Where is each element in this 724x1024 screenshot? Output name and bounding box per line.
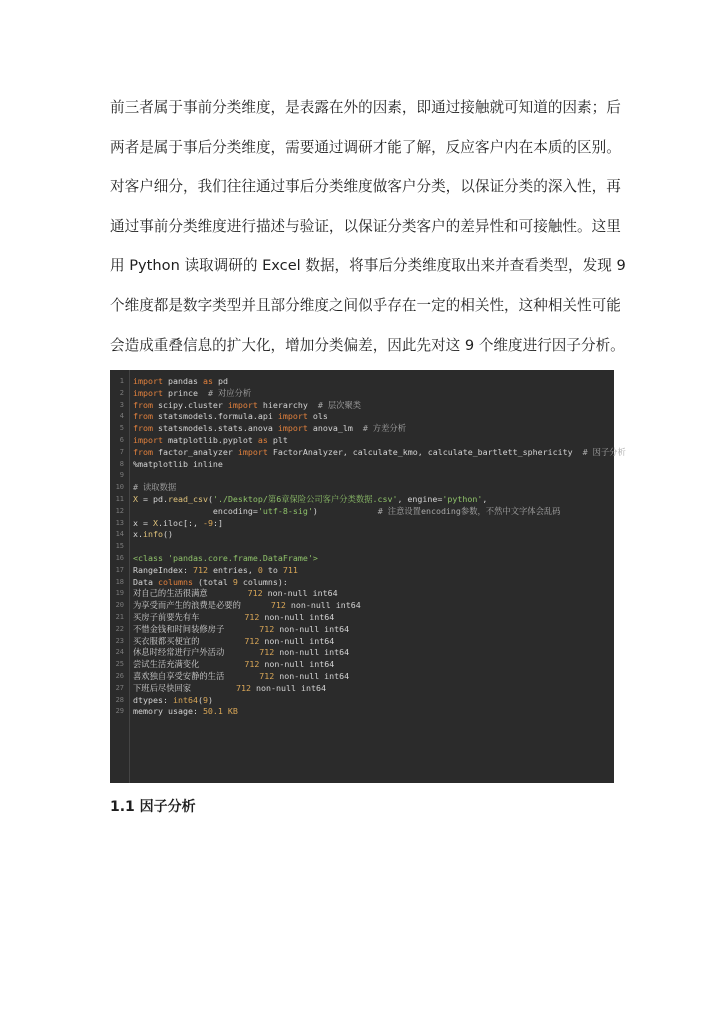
line-number: 15 [115, 542, 124, 551]
code-token: , [482, 493, 488, 504]
code-lines [110, 376, 626, 718]
code-token: ) [207, 694, 213, 705]
code-line [110, 588, 614, 600]
code-token: read_csv [167, 493, 208, 504]
line-number: 29 [115, 707, 124, 716]
line-number: 9 [119, 471, 124, 480]
code-text [133, 683, 326, 695]
line-number: 23 [115, 636, 124, 645]
line-number: 7 [119, 447, 124, 456]
code-token: as [202, 376, 213, 386]
code-token: 712 [244, 659, 260, 670]
code-token: non-null int64 [262, 588, 338, 599]
code-text [133, 659, 334, 671]
code-token: <class 'pandas.core.frame.DataFrame'> [133, 552, 318, 563]
code-token: as [257, 434, 268, 445]
code-line [110, 683, 614, 695]
code-token: 'utf-8-sig' [257, 505, 313, 516]
code-token: anova_lm [307, 423, 363, 434]
code-text [133, 506, 560, 518]
code-token: :] [212, 517, 223, 528]
code-token: import [237, 446, 268, 457]
code-token: 712 [259, 623, 275, 634]
code-token: -9 [202, 517, 213, 528]
line-number: 14 [115, 530, 124, 539]
paragraph-line: 用 Python 读取调研的 Excel 数据，将事后分类维度取出来并查看类型，发现 9 [110, 257, 626, 275]
line-number: 27 [115, 683, 124, 692]
line-number: 16 [115, 553, 124, 562]
code-block [110, 370, 626, 783]
code-token: import [133, 387, 163, 398]
line-number: 8 [119, 459, 124, 468]
line-number: 18 [115, 577, 124, 586]
code-token: 712 [244, 611, 260, 622]
code-token: 50.1 KB [202, 706, 238, 717]
code-token: 不惜金钱和时间装修房子 [133, 623, 260, 634]
line-number: 24 [115, 648, 124, 657]
paragraph-line: 通过事前分类维度进行描述与验证，以保证分类客户的差异性和可接触性。这里 [110, 217, 621, 235]
code-text [133, 588, 338, 600]
code-line [110, 482, 614, 494]
code-token: 喜欢独自享受安静的生活 [133, 670, 260, 681]
code-token: x. [133, 529, 143, 540]
code-text [133, 459, 223, 471]
code-text [133, 647, 349, 659]
code-token: non-null int64 [251, 682, 326, 693]
code-line [110, 541, 614, 553]
code-line [110, 553, 614, 565]
code-token: RangeIndex: [133, 564, 193, 575]
code-token: 0 [257, 564, 263, 575]
code-token: non-null int64 [285, 600, 361, 611]
code-token: from [133, 423, 153, 434]
code-token: %matplotlib inline [133, 458, 223, 469]
code-token: 休息时经常进行户外活动 [133, 647, 260, 658]
code-token: = pd. [138, 493, 168, 504]
code-text [133, 447, 626, 459]
code-token: 712 [192, 564, 208, 575]
code-token: 尝试生活充满变化 [133, 659, 245, 670]
code-line [110, 518, 614, 530]
code-token: # 对应分析 [207, 387, 252, 398]
code-token: # 读取数据 [133, 482, 177, 493]
line-number: 17 [115, 565, 124, 574]
code-token: import [133, 376, 163, 386]
paragraph-line: 两者是属于事后分类维度，需要通过调研才能了解，反应客户内在本质的区别。 [110, 138, 621, 156]
code-token: (total [192, 576, 233, 587]
code-line [110, 671, 614, 683]
line-number: 20 [115, 601, 124, 610]
code-text [133, 612, 334, 624]
line-number: 5 [119, 424, 124, 433]
code-token: 712 [270, 600, 286, 611]
code-line [110, 494, 614, 506]
code-token: statsmodels.formula.api [152, 411, 278, 422]
code-token: .iloc[:, [157, 517, 203, 528]
line-number: 4 [119, 412, 124, 421]
line-number: 10 [115, 483, 124, 492]
code-token: X [152, 517, 158, 528]
code-token: import [133, 434, 163, 445]
code-token: 对自己的生活很满意 [133, 588, 248, 599]
code-line [110, 529, 614, 541]
section-heading: 1.1 因子分析 [110, 799, 196, 815]
code-token: pandas [162, 376, 203, 386]
line-number: 22 [115, 624, 124, 633]
code-token: encoding= [133, 505, 258, 516]
code-line [110, 435, 614, 447]
line-number: 28 [115, 695, 124, 704]
code-text [133, 600, 361, 612]
code-token: Data [133, 576, 158, 587]
body-paragraph [110, 88, 626, 365]
code-line [110, 695, 614, 707]
code-token: # 方差分析 [362, 423, 406, 434]
code-token: 'python' [442, 493, 483, 504]
code-line [110, 459, 614, 471]
code-token: statsmodels.stats.anova [152, 423, 278, 434]
code-text [133, 706, 238, 718]
code-token: non-null int64 [259, 659, 335, 670]
code-token: matplotlib.pyplot [162, 434, 258, 445]
code-text [133, 423, 406, 435]
code-token: # 层次聚类 [317, 399, 362, 410]
code-line [110, 647, 614, 659]
code-token: X [133, 493, 138, 504]
paragraph-line: 会造成重叠信息的扩大化，增加分类偏差，因此先对这 9 个维度进行因子分析。 [110, 336, 625, 354]
code-token: to [262, 564, 283, 575]
code-text [133, 435, 288, 447]
code-text [133, 376, 228, 388]
code-text [133, 695, 213, 707]
line-number: 11 [115, 494, 124, 503]
code-token: 为享受而产生的浪费是必要的 [133, 600, 271, 611]
code-token: 712 [247, 588, 263, 599]
code-line [110, 659, 614, 671]
code-line [110, 565, 614, 577]
code-token: ( [207, 493, 213, 504]
code-token: # 因子分析 [582, 446, 626, 457]
code-text [133, 529, 173, 541]
line-number: 1 [119, 377, 124, 385]
line-number: 19 [115, 589, 124, 598]
code-token: 买衣服都买便宜的 [133, 635, 245, 646]
code-line [110, 411, 614, 423]
code-token: # 注意设置encoding参数，不然中文字体会乱码 [377, 505, 561, 516]
code-token: non-null int64 [259, 635, 335, 646]
code-token: import [277, 423, 308, 434]
code-token: 9 [202, 694, 208, 705]
code-token: info [143, 529, 163, 540]
code-token: non-null int64 [274, 670, 350, 681]
code-token: , engine= [397, 493, 443, 504]
code-token: from [133, 446, 153, 457]
code-line [110, 600, 614, 612]
code-token: ( [197, 694, 203, 705]
code-token: non-null int64 [259, 611, 335, 622]
code-text [133, 518, 223, 530]
code-token: 下班后尽快回家 [133, 682, 237, 693]
code-token: 9 [232, 576, 238, 587]
code-token: x = [133, 517, 153, 528]
code-token: plt [267, 434, 288, 445]
code-token: 买房子前要先有车 [133, 611, 245, 622]
code-token: 712 [259, 647, 275, 658]
code-line [110, 612, 614, 624]
code-token: hierarchy [257, 399, 318, 410]
code-text [133, 577, 288, 589]
code-text [133, 411, 328, 423]
code-token: 711 [282, 564, 298, 575]
code-line [110, 706, 614, 718]
line-number: 3 [119, 400, 124, 409]
code-token: import [277, 411, 308, 422]
paragraph-line: 前三者属于事前分类维度，是表露在外的因素，即通过接触就可知道的因素；后 [110, 99, 621, 116]
code-token: from [133, 399, 153, 410]
code-line [110, 376, 614, 388]
code-token: ) [312, 505, 378, 516]
line-number: 12 [115, 506, 124, 515]
code-token: 712 [236, 682, 252, 693]
code-token: factor_analyzer [152, 446, 238, 457]
code-token: FactorAnalyzer, calculate_kmo, calculate_bartlett_sphericity [267, 446, 583, 457]
code-text [133, 482, 176, 494]
line-number: 25 [115, 660, 124, 669]
code-token: prince [162, 387, 208, 398]
code-text [133, 388, 251, 400]
paragraph-line: 个维度都是数字类型并且部分维度之间似乎存在一定的相关性，这种相关性可能 [110, 296, 621, 314]
code-text [133, 400, 361, 412]
paragraph-line: 对客户细分，我们往往通过事后分类维度做客户分类，以保证分类的深入性，再 [110, 178, 621, 196]
code-line [110, 577, 614, 589]
code-token: columns [157, 576, 193, 587]
code-token: 712 [244, 635, 260, 646]
code-token: pd [212, 376, 228, 386]
line-number: 26 [115, 671, 124, 680]
code-token: non-null int64 [274, 623, 350, 634]
code-text [133, 671, 349, 683]
code-token: () [162, 529, 173, 540]
code-text [133, 553, 318, 565]
line-number: 13 [115, 518, 124, 527]
code-text [133, 565, 298, 577]
code-token: non-null int64 [274, 647, 350, 658]
code-line [110, 446, 626, 459]
code-token: columns): [237, 576, 288, 587]
code-token: import [227, 399, 258, 410]
code-token: memory usage: [133, 706, 203, 717]
code-token: entries, [207, 564, 258, 575]
line-number: 21 [115, 612, 124, 621]
code-line [110, 624, 614, 636]
line-number: 6 [119, 435, 124, 444]
code-token: from [133, 411, 153, 422]
code-line [110, 636, 614, 648]
code-token: 712 [259, 670, 275, 681]
code-line [110, 423, 614, 435]
code-text [133, 624, 349, 636]
code-text [133, 636, 334, 648]
code-token: scipy.cluster [152, 399, 228, 410]
code-text [133, 494, 487, 506]
code-token: dtypes: [133, 694, 173, 705]
code-line [110, 400, 614, 412]
code-token: ols [307, 411, 328, 422]
code-line [110, 470, 614, 482]
code-token: './Desktop/第6章保险公司客户分类数据.csv' [212, 493, 398, 504]
code-line [110, 388, 614, 400]
line-number: 2 [119, 388, 124, 397]
code-token: int64 [172, 694, 198, 705]
code-line [110, 506, 614, 518]
